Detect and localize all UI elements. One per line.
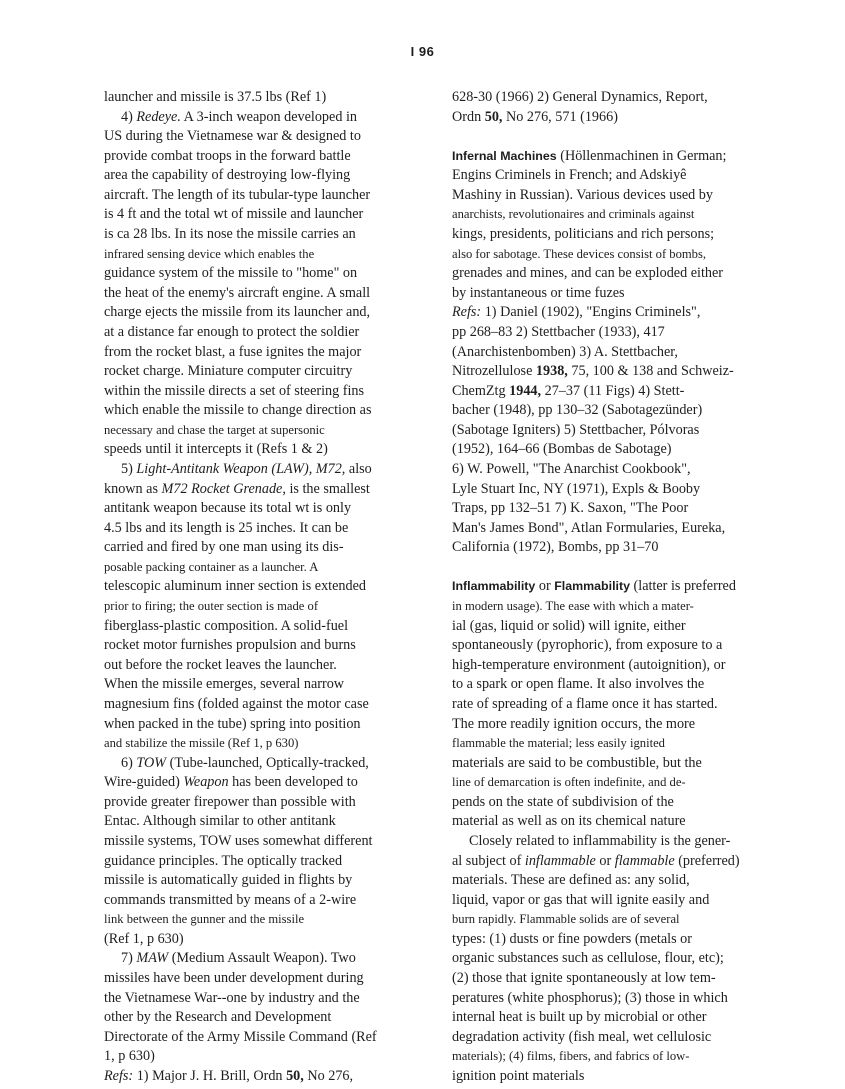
inflammability-heading xyxy=(452,577,770,597)
text-line: Directorate of the Army Missile Command (Ref xyxy=(104,1028,377,1045)
text-fragment: Wire-guided) xyxy=(104,774,180,791)
text-line: pends on the state of subdivision of the xyxy=(452,793,674,810)
text-line: pp 268–83 2) Stettbacher (1933), 417 xyxy=(452,323,665,340)
text-fragment: has been developed to xyxy=(232,774,358,791)
references-line xyxy=(104,1067,404,1087)
text-line: material as well as on its chemical nature xyxy=(452,813,686,830)
page-number: I 96 xyxy=(410,44,435,59)
entry-title: Weapon xyxy=(183,774,229,791)
text-line: types: (1) dusts or fine powders (metals or xyxy=(452,930,692,947)
entry-title: Redeye. xyxy=(136,108,181,125)
text-line: within the missile directs a set of steering fins xyxy=(104,382,365,399)
text-line: commands transmitted by means of a 2-wire xyxy=(104,891,357,908)
text-fragment: (Medium Assault Weapon). Two xyxy=(171,950,356,967)
text-line: (Ref 1, p 630) xyxy=(104,930,184,947)
text-fragment: or xyxy=(599,852,612,869)
text-line: at a distance far enough to protect the soldier xyxy=(104,323,360,340)
text-fragment: ChemZtg xyxy=(452,382,506,399)
text-line xyxy=(452,852,770,872)
text-line: the heat of the enemy's aircraft engine. A small xyxy=(104,284,371,301)
entry-number: 7) xyxy=(121,950,133,967)
spacer xyxy=(452,127,770,147)
text-line: provide combat troops in the forward battle xyxy=(104,147,351,164)
entry-heading: Flammability xyxy=(554,579,630,594)
text-fragment: No 276, 571 (1966) xyxy=(506,108,618,125)
text-line: Closely related to inflammability is the gener- xyxy=(469,832,731,849)
text-line: launcher and missile is 37.5 lbs (Ref 1) xyxy=(104,89,327,105)
text-line: 4.5 lbs and its length is 25 inches. It can be xyxy=(104,519,349,536)
text-line: flammable the material; less easily ignited xyxy=(452,736,665,751)
redeye-entry-heading xyxy=(104,108,404,128)
text-line: internal heat is built up by microbial or other xyxy=(452,1009,707,1026)
text-line: link between the gunner and the missile xyxy=(104,912,305,927)
text-line: degradation activity (fish meal, wet cellulosic xyxy=(452,1028,712,1045)
text-line: fiberglass-plastic composition. A solid-fuel xyxy=(104,617,349,634)
text-line: Engins Criminels in French; and Adskiyê xyxy=(452,167,687,184)
text-line: materials. These are defined as: any solid, xyxy=(452,872,690,889)
text-fragment: No 276, xyxy=(307,1067,354,1084)
text-line: which enable the missile to change direction as xyxy=(104,402,372,419)
text-fragment: Nitrozellulose xyxy=(452,363,533,380)
text-line: area the capability of destroying low-flying xyxy=(104,167,351,184)
entry-number: 6) xyxy=(121,754,133,771)
text-line: ial (gas, liquid or solid) will ignite, either xyxy=(452,617,686,634)
text-line xyxy=(104,480,404,500)
maw-entry-heading xyxy=(104,949,404,969)
entry-number: 5) xyxy=(121,460,133,477)
text-line: also for sabotage. These devices consist of bombs, xyxy=(452,246,707,261)
text-line: missile systems, TOW uses somewhat different xyxy=(104,832,373,849)
text-line: Lyle Stuart Inc, NY (1971), Expls & Booby xyxy=(452,480,701,497)
text-line: rocket motor furnishes propulsion and burns xyxy=(104,637,356,654)
text-line xyxy=(452,382,770,402)
text-fragment: (Tube-launched, Optically-tracked, xyxy=(169,754,369,771)
text-line: guidance system of the missile to "home" on xyxy=(104,265,358,282)
infernal-machines-heading xyxy=(452,147,770,167)
text-line: high-temperature environment (autoignition), or xyxy=(452,656,726,673)
text-fragment: (latter is preferred xyxy=(633,578,736,595)
text-line: materials are said to be combustible, but the xyxy=(452,754,702,771)
text-line: necessary and chase the target at supersonic xyxy=(104,422,325,437)
text-line: telescopic aluminum inner section is extended xyxy=(104,578,366,595)
text-line: 1, p 630) xyxy=(104,1048,155,1065)
year-bold: 1938, xyxy=(535,363,568,380)
text-line: is 4 ft and the total wt of missile and launcher xyxy=(104,206,364,223)
law-entry-heading xyxy=(104,460,404,480)
text-line: bacher (1948), pp 130–32 (Sabotagezünder) xyxy=(452,402,703,419)
text-line: Entac. Although similar to other antitank xyxy=(104,813,336,830)
text-line: liquid, vapor or gas that will ignite easily and xyxy=(452,891,710,908)
refs-label: Refs: xyxy=(452,304,482,321)
text-line: Traps, pp 132–51 7) K. Saxon, "The Poor xyxy=(452,500,689,517)
text-line: California (1972), Bombs, pp 31–70 xyxy=(452,539,659,556)
text-fragment: 1) Major J. H. Brill, Ordn xyxy=(136,1067,283,1084)
entry-alias: M72 Rocket Grenade, xyxy=(161,480,286,497)
references-line xyxy=(452,303,770,323)
tow-entry-heading xyxy=(104,754,404,774)
year-bold: 1944, xyxy=(509,382,542,399)
volume-number: 50, xyxy=(286,1067,304,1084)
text-line: infrared sensing device which enables the xyxy=(104,246,315,261)
text-fragment: or xyxy=(538,578,551,595)
text-line: aircraft. The length of its tubular-type launcher xyxy=(104,186,371,203)
text-fragment: 75, 100 & 138 and Schweiz- xyxy=(571,363,734,380)
text-line: charge ejects the missile from its launcher and, xyxy=(104,304,371,321)
text-fragment: is the smallest xyxy=(289,480,370,497)
text-line: (Anarchistenbomben) 3) A. Stettbacher, xyxy=(452,343,678,360)
text-line: when packed in the tube) spring into position xyxy=(104,715,361,732)
text-line: Man's James Bond", Atlan Formularies, Eureka, xyxy=(452,519,726,536)
italic-term: inflammable xyxy=(524,852,596,869)
right-column xyxy=(452,88,770,1086)
text-line: prior to firing; the outer section is made of xyxy=(104,599,319,614)
text-fragment: A 3-inch weapon developed in xyxy=(183,108,357,125)
text-line xyxy=(452,362,770,382)
refs-label: Refs: xyxy=(104,1067,134,1084)
text-line: from the rocket blast, a fuse ignites the major xyxy=(104,343,362,360)
text-line: line of demarcation is often indefinite, and de- xyxy=(452,775,686,790)
entry-heading: Infernal Machines xyxy=(452,148,557,163)
text-line: guidance principles. The optically tracked xyxy=(104,852,343,869)
text-line xyxy=(452,108,770,128)
text-line: (1952), 164–66 (Bombas de Sabotage) xyxy=(452,441,672,458)
text-line: 628-30 (1966) 2) General Dynamics, Report, xyxy=(452,89,708,105)
text-fragment: known as xyxy=(104,480,158,497)
text-line: missile is automatically guided in flights by xyxy=(104,872,353,889)
text-line: out before the rocket leaves the launcher. xyxy=(104,656,337,673)
text-line: posable packing container as a launcher. A xyxy=(104,559,319,574)
text-line: grenades and mines, and can be exploded either xyxy=(452,265,724,282)
text-line: rocket charge. Miniature computer circuitry xyxy=(104,363,353,380)
left-column xyxy=(104,88,404,1086)
spacer xyxy=(452,558,770,578)
text-line: provide greater firepower than possible with xyxy=(104,793,356,810)
text-line: other by the Research and Development xyxy=(104,1009,332,1026)
text-line: US during the Vietnamese war & designed to xyxy=(104,128,361,145)
entry-title: MAW xyxy=(136,950,169,967)
text-line: organic substances such as cellulose, flour, etc); xyxy=(452,950,724,967)
text-fragment: also xyxy=(348,460,372,477)
text-fragment: (Höllenmachinen in German; xyxy=(560,147,727,164)
entry-number: 4) xyxy=(121,108,133,125)
text-fragment: (preferred) xyxy=(678,852,740,869)
italic-term: flammable xyxy=(614,852,675,869)
text-line: speeds until it intercepts it (Refs 1 & 2) xyxy=(104,441,328,458)
text-fragment: al subject of xyxy=(452,852,522,869)
text-line: anarchists, revolutionaires and criminals against xyxy=(452,207,695,222)
volume-number: 50, xyxy=(484,108,503,125)
text-line: magnesium fins (folded against the motor case xyxy=(104,695,369,712)
text-line: to a spark or open flame. It also involves the xyxy=(452,676,705,693)
text-line: peratures (white phosphorus); (3) those in which xyxy=(452,989,728,1006)
text-line: materials); (4) films, fibers, and fabrics of low- xyxy=(452,1049,690,1064)
text-line: in modern usage). The ease with which a mater- xyxy=(452,599,694,614)
text-line: spontaneously (pyrophoric), from exposure to a xyxy=(452,637,723,654)
text-line: When the missile emerges, several narrow xyxy=(104,676,345,693)
text-line: (2) those that ignite spontaneously at low tem- xyxy=(452,970,716,987)
text-line: missiles have been under development during xyxy=(104,970,364,987)
text-line: antitank weapon because its total wt is only xyxy=(104,500,352,517)
text-line: rate of spreading of a flame once it has started. xyxy=(452,695,718,712)
text-line: and stabilize the missile (Ref 1, p 630) xyxy=(104,736,299,751)
text-line: The more readily ignition occurs, the more xyxy=(452,715,696,732)
text-line: carried and fired by one man using its dis- xyxy=(104,539,344,556)
text-line: burn rapidly. Flammable solids are of several xyxy=(452,912,680,927)
text-line: Mashiny in Russian). Various devices used by xyxy=(452,186,713,203)
text-line: 6) W. Powell, "The Anarchist Cookbook", xyxy=(452,460,691,477)
text-line: kings, presidents, politicians and rich persons; xyxy=(452,226,715,243)
text-line: the Vietnamese War--one by industry and the xyxy=(104,989,360,1006)
text-line: (Sabotage Igniters) 5) Stettbacher, Pólvoras xyxy=(452,421,700,438)
text-fragment: Ordn xyxy=(452,108,482,125)
text-line: ignition point materials xyxy=(452,1067,585,1084)
entry-heading: Inflammability xyxy=(452,579,536,594)
text-line: by instantaneous or time fuzes xyxy=(452,284,625,301)
entry-title: Light-Antitank Weapon (LAW), M72, xyxy=(136,460,346,477)
text-line: is ca 28 lbs. In its nose the missile carries an xyxy=(104,226,356,243)
entry-title: TOW xyxy=(136,754,167,771)
text-line xyxy=(104,773,404,793)
text-fragment: 27–37 (11 Figs) 4) Stett- xyxy=(544,382,685,399)
text-fragment: 1) Daniel (1902), "Engins Criminels", xyxy=(484,304,701,321)
